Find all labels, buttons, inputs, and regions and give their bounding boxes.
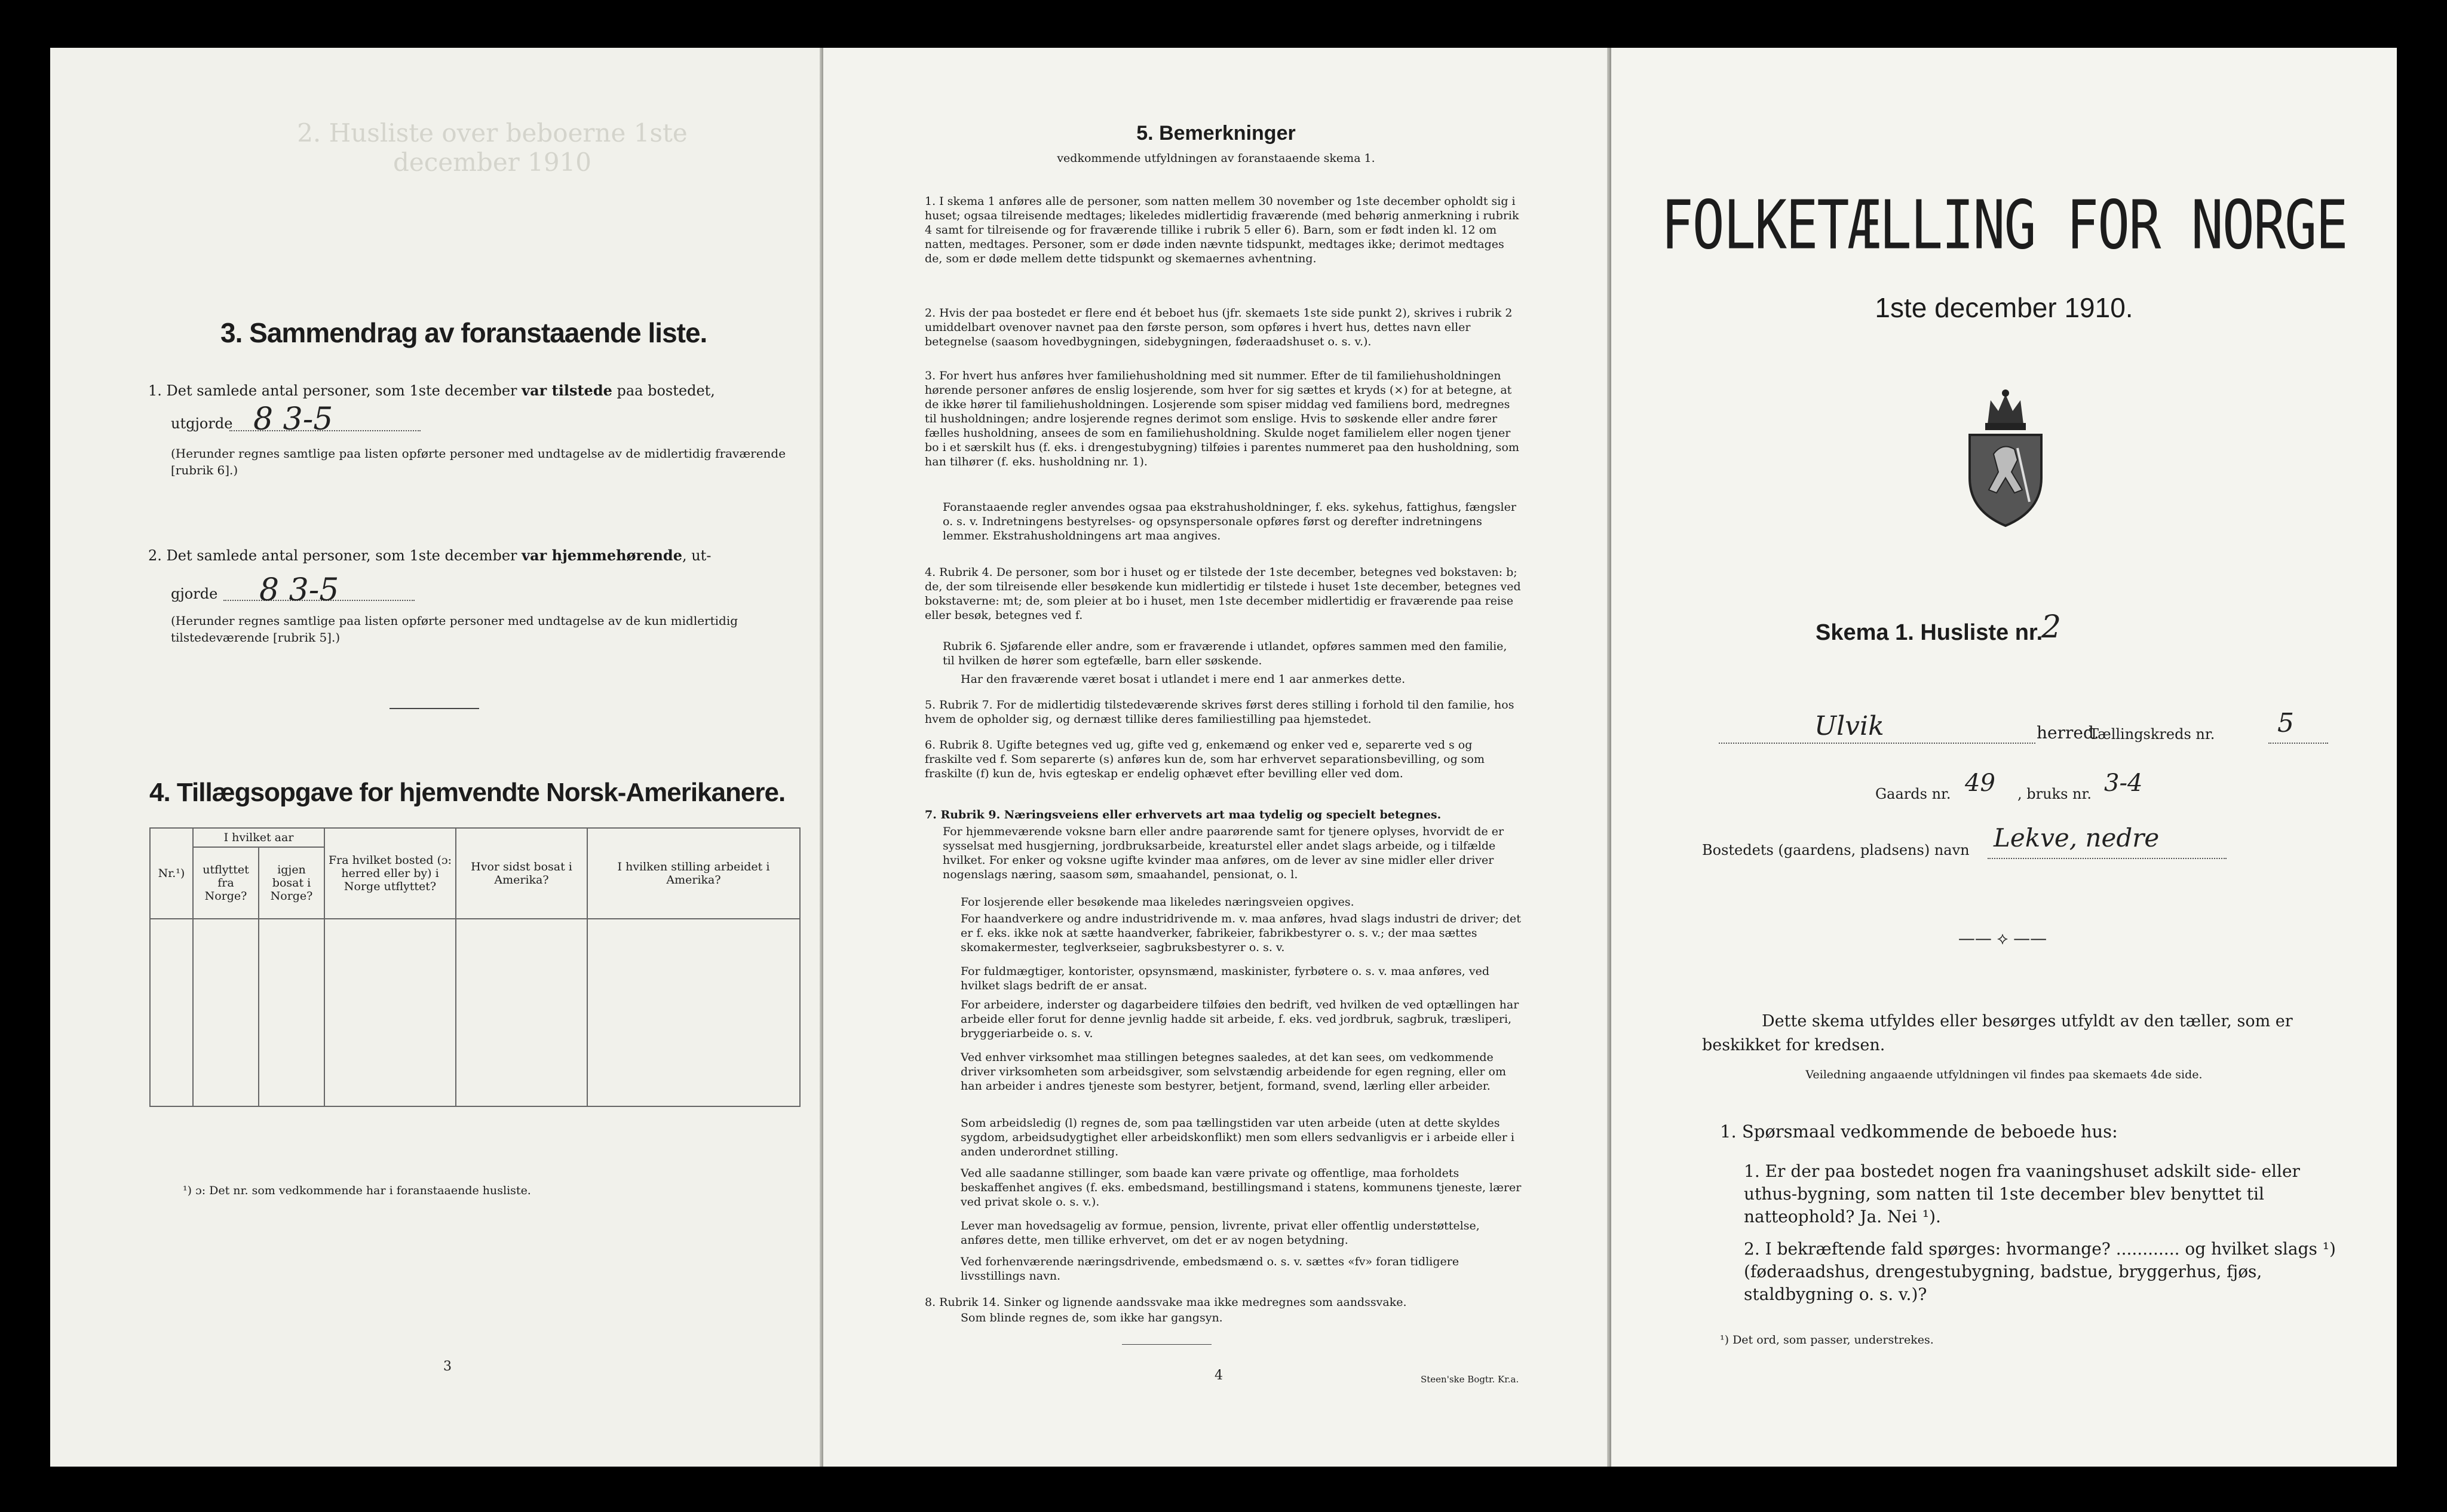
kreds-fill-line [2268,743,2328,744]
col-sidst-bosat: Hvor sidst bosat i Amerika? [456,828,587,919]
remark-7-arbeidere: For arbeidere, inderster og dagarbeidere tilføies den bedrift, ved hvilken de ved optællingen har arbeide eller forut for denne jevnlig hadde sit arbeide, f. eks. ved jordbruk, sagbruk, træsliperi, bryggeriarbeide o. s. v. [961,998,1519,1040]
item2-label: gjorde [171,585,218,602]
question-header: 1. Spørsmaal vedkommende de beboede hus: [1720,1121,2118,1142]
remark-4: 4. Rubrik 4. De personer, som bor i huset og er tilstede der 1ste december, betegnes ved bokstaven: b; de, der som tilreisende eller besøkende kun midlertidig er tilstede i huset 1ste december, betegnes ved bokstaverne: mt; de, som pleier at bo i huset, men 1ste december midlertidig er fraværende paa reise eller besøk, betegnes ved f. [925,566,1521,622]
remark-4-rubrik6: Rubrik 6. Sjøfarende eller andre, som er fraværende i utlandet, opføres sammen med den familie, til hvilken de hører som egtefælle, barn eller søskende. [943,640,1507,667]
table-row [150,1005,800,1034]
remark-7-virksomhet: Ved enhver virksomhet maa stillingen betegnes saaledes, at det kan sees, om vedkommende driver virksomheten som arbeidsgiver, som selvstændig arbeidende for egen regning, eller om han arbeider i andres tjeneste som bestyrer, betjent, formand, svend, lærling eller arbeider. [961,1051,1506,1093]
section4-title: 4. Tillægsopgave for hjemvendte Norsk-Amerikanere. [149,778,786,807]
question-2: 2. I bekræftende fald spørges: hvormange? ............ og hvilket slags ¹) (føderaadshus, drengestubygning, badstue, bryggerhus, fjøs, staldbygning o. s. v.)? [1744,1239,2336,1304]
item1-label: utgjorde [171,415,233,432]
col-bosted: Fra hvilket bosted (ɔ: herred eller by) i Norge utflyttet? [324,828,456,919]
remark-7-arbeidsledig: Som arbeidsledig (l) regnes de, som paa tællingstiden var uten arbeide (uten at dette skyldes sygdom, arbeidsudygtighet eller arbeidskonflikt) men som ellers sedvanligvis er i arbeide eller i anden underordnet stilling. [961,1117,1514,1158]
remark-7-forhenvaerende: Ved forhenværende næringsdrivende, embedsmænd o. s. v. sættes «fv» foran tidligere livsstillings navn. [961,1255,1459,1283]
skema-label: Skema 1. Husliste nr. [1816,620,2043,645]
coat-of-arms-icon [1946,382,2065,532]
herred-handwritten[interactable]: Ulvik [1814,711,1884,741]
page-number-4: 4 [1215,1368,1223,1383]
gaards-nr-handwritten[interactable]: 49 [1965,769,1995,797]
summary-item-1: 1. Det samlede antal personer, som 1ste december var tilstede paa bostedet, [148,382,715,399]
bosted-handwritten[interactable]: Lekve, nedre [1994,823,2160,852]
table-row [150,1034,800,1063]
right-page [1611,48,2397,1467]
item1-handwritten-count[interactable]: 8 3-5 [253,401,333,437]
remark-8-blinde: Som blinde regnes de, som ikke har gangsyn. [961,1311,1223,1324]
remark-3-ekstra: Foranstaaende regler anvendes ogsaa paa ekstrahusholdninger, f. eks. sykehus, fattighus, fængsler o. s. v. Indretningens bestyrelses- og opsynspersonale opføres først og derefter indretningens lemmer. Ekstrahusholdningens art maa angives. [943,501,1516,542]
col-utflyttet: utflyttet fra Norge? [193,847,259,919]
page-number-3: 3 [443,1359,452,1374]
remark-7-haandverkere: For haandverkere og andre industridrivende m. v. maa anføres, hvad slags industri de driver; det er f. eks. ikke nok at sætte haandverker, fabrikeier, fabrikbestyrer o. s. v.; der maa sættes skomakermester, teglverkseier, sagbruksbestyrer o. s. v. [961,912,1521,954]
remark-7: 7. Rubrik 9. Næringsveiens eller erhvervets art maa tydelig og specielt betegnes. [925,808,1442,821]
remarks-divider [1122,1344,1212,1345]
question-1: 1. Er der paa bostedet nogen fra vaaningshuset adskilt side- eller uthus-bygning, som natten til 1ste december blev benyttet til natteophold? Ja. Nei ¹). [1744,1161,2300,1226]
herred-label: herred. [2037,723,2099,743]
table-row [150,977,800,1005]
item2-note: (Herunder regnes samtlige paa listen opførte personer med undtagelse av de kun midlertidig tilstedeværende [rubrik 5].) [171,614,738,645]
bruks-label: , bruks nr. [2017,786,2092,802]
census-date: 1ste december 1910. [1875,292,2133,323]
col-group-aar: I hvilket aar [193,828,324,847]
kreds-label: Tællingskreds nr. [2089,726,2215,743]
section3-title: 3. Sammendrag av foranstaaende liste. [220,317,707,348]
herred-fill-line [1719,743,2035,744]
ornament-divider: —— ⟡ —— [1958,928,2047,948]
table-row [150,919,800,948]
right-footnote: ¹) Det ord, som passer, understrekes. [1720,1333,1934,1347]
census-title: FOLKETÆLLING FOR NORGE [1661,186,2347,265]
intro-note: Veiledning angaaende utfyldningen vil findes paa skemaets 4de side. [1805,1068,2203,1081]
table-footnote: ¹) ɔ: Det nr. som vedkommende har i foranstaaende husliste. [183,1184,531,1197]
bruks-nr-handwritten[interactable]: 3-4 [2104,769,2143,797]
remark-7-fuldmaegtiger: For fuldmægtiger, kontorister, opsynsmænd, maskinister, fyrbøtere o. s. v. maa anføres, ved hvilket slags bedrift de er ansat. [961,965,1490,992]
remark-6: 6. Rubrik 8. Ugifte betegnes ved ug, gifte ved g, enkemænd og enker ved e, separerte ved s og fraskilte ved f. Som separerte (s) anføres kun de, som har erhvervet separationsbevilling, og som fraskilte (f) kun de, hvis egteskap er endelig ophævet efter bevilling eller ved dom. [925,738,1485,780]
remark-5: 5. Rubrik 7. For de midlertidig tilstedeværende skrives først deres stilling i forhold til den familie, hos hvem de opholder sig, og dernæst tillike deres familiestilling paa hjemstedet. [925,698,1514,726]
husliste-nr-handwritten[interactable]: 2 [2041,609,2062,645]
ghost-heading: 2. Husliste over beboerne 1ste december 1910 [297,118,688,177]
remark-7-stillinger: Ved alle saadanne stillinger, som baade kan være private og offentlige, maa forholdets beskaffenhet angives (f. eks. embedsmand, bestillingsmand i statens, kommunens tjeneste, lærer ved privat skole o. s. v.). [961,1167,1522,1209]
remark-7-hjemmevaerende: For hjemmeværende voksne barn eller andre paarørende samt for tjenere oplyses, hvorvidt de er sysselsat med husgjerning, jordbruksarbeide, kreaturstel eller andet slags arbeide, og i tilfælde hvilket. For enker og voksne ugifte kvinder maa anføres, om de lever av sine midler eller driver nogenslags næring, saasom søm, smaahandel, pensionat, o. l. [943,825,1504,881]
printer-mark: Steen'ske Bogtr. Kr.a. [1421,1374,1519,1385]
intro-text: Dette skema utfyldes eller besørges utfyldt av den tæller, som er beskikket for kredsen. [1702,1012,2293,1054]
col-stilling: I hvilken stilling arbeidet i Amerika? [587,828,800,919]
remarks-subtitle: vedkommende utfyldningen av foranstaaende skema 1. [1057,152,1375,165]
remark-4-bosat: Har den fraværende været bosat i utlandet i mere end 1 aar anmerkes dette. [961,673,1406,686]
section-divider [390,708,479,709]
remark-7-losjerende: For losjerende eller besøkende maa likeledes næringsveien opgives. [961,895,1354,909]
summary-item-2: 2. Det samlede antal personer, som 1ste december var hjemmehørende, ut- [148,547,712,564]
middle-page [823,48,1609,1467]
remark-2: 2. Hvis der paa bostedet er flere end ét beboet hus (jfr. skemaets 1ste side punkt 2), skrives i rubrik 2 umiddelbart ovenover navnet paa den første person, som opføres i hvert hus, dettes navn eller betegnelse (saasom hovedbygningen, sidebygningen, føderaadshuset o. s. v.). [925,306,1513,348]
gaards-label: Gaards nr. [1875,786,1951,802]
table-row [150,1063,800,1106]
col-nr: Nr.¹) [150,828,193,919]
table-row [150,948,800,977]
kreds-nr-handwritten[interactable]: 5 [2277,708,2294,738]
norsk-amerikanere-table [149,827,801,1107]
col-bosat: igjen bosat i Norge? [259,847,324,919]
remark-8: 8. Rubrik 14. Sinker og lignende aandssvake maa ikke medregnes som aandssvake. [925,1296,1407,1309]
remark-7-formue: Lever man hovedsagelig av formue, pension, livrente, privat eller offentlig understøttelse, anføres dette, men tillike erhvervet, om det er av nogen betydning. [961,1219,1480,1247]
left-page [50,48,821,1467]
remark-1: 1. I skema 1 anføres alle de personer, som natten mellem 30 november og 1ste december opholdt sig i huset; ogsaa tilreisende medtages; likeledes midlertidig fraværende (med behørig anmerkning i rubrik 4 samt for tilreisende og for fraværende tillike i rubrik 5 eller 6). Barn, som er født inden kl. 12 om natten, medtages. Personer, som er døde inden nævnte tidspunkt, medtages ikke; derimot medtages de, som er døde mellem dette tidspunkt og skemaernes avhentning. [925,195,1519,265]
bosted-label: Bostedets (gaardens, pladsens) navn [1702,842,1970,858]
remark-3: 3. For hvert hus anføres hver familiehusholdning med sit nummer. Efter de til familiehusholdningen hørende personer anføres de enslig losjerende, som hver for sig sættes et kryds (×) for at betegne, at de ikke hører til familiehusholdningen. Losjerende som spiser middag ved familiens bord, medregnes til husholdningen; andre losjerende regnes derimot som enslige. Hvis to søskende eller andre fører fælles husholdning, ansees de som en familiehusholdning. Skulde noget familielem eller nogen tjener bo i et særskilt hus (f. eks. i drengestubygning) tilføies i parentes nummeret paa den husholdning, som han tilhører (f. eks. husholdning nr. 1). [925,369,1519,468]
bosted-fill-line [1988,858,2227,859]
item1-note: (Herunder regnes samtlige paa listen opførte personer med undtagelse av de midlertidig fraværende [rubrik 6].) [171,446,786,477]
remarks-title: 5. Bemerkninger [1136,122,1296,145]
item2-handwritten-count[interactable]: 8 3-5 [259,572,339,608]
